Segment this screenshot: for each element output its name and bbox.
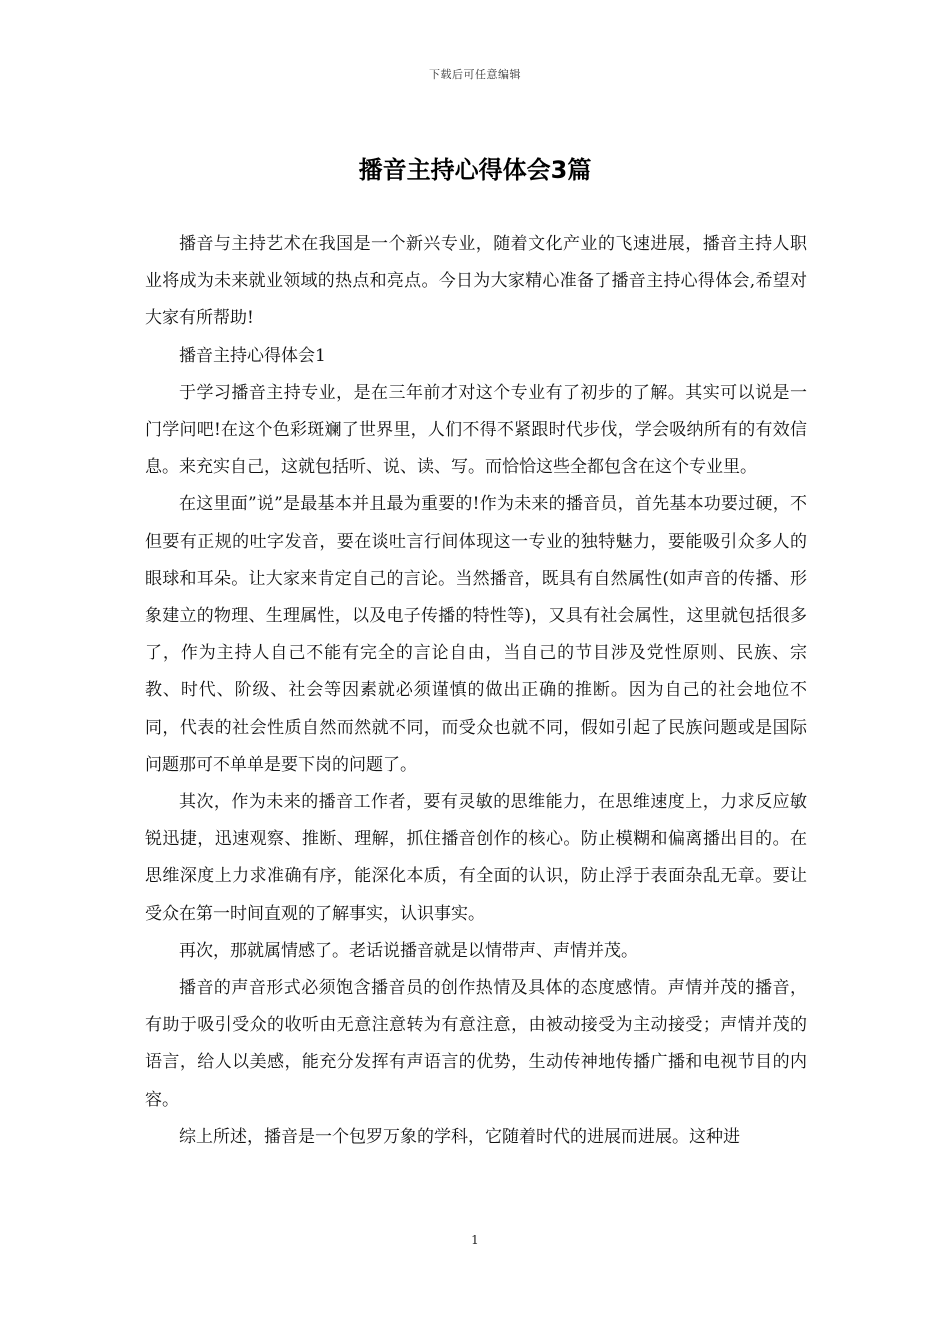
paragraph: 于学习播音主持专业，是在三年前才对这个专业有了初步的了解。其实可以说是一门学问吧!在这个色彩斑斓了世界里，人们不得不紧跟时代步伐，学会吸纳所有的有效信息。来充实自己，这就包括听、说、读、写。而恰恰这些全都包含在这个专业里。 <box>145 382 807 478</box>
document-body <box>145 226 807 1156</box>
paragraph: 再次，那就属情感了。老话说播音就是以情带声、声情并茂。 <box>179 940 638 961</box>
paragraph: 其次，作为未来的播音工作者，要有灵敏的思维能力，在思维速度上，力求反应敏锐迅捷，迅速观察、推断、理解，抓住播音创作的核心。防止模糊和偏离播出目的。在思维深度上力求准确有序，能深化本质，有全面的认识，防止浮于表面杂乱无章。要让受众在第一时间直观的了解事实，认识事实。 <box>145 792 807 924</box>
section-heading: 播音主持心得体会1 <box>179 345 326 366</box>
paragraph: 播音的声音形式必须饱含播音员的创作热情及具体的态度感情。声情并茂的播音，有助于吸引受众的收听由无意注意转为有意注意，由被动接受为主动接受；声情并茂的语言，给人以美感，能充分发挥有声语言的优势，生动传神地传播广播和电视节目的内容。 <box>145 978 807 1110</box>
paragraph-intro: 播音与主持艺术在我国是一个新兴专业，随着文化产业的飞速进展，播音主持人职业将成为未来就业领域的热点和亮点。今日为大家精心准备了播音主持心得体会,希望对大家有所帮助! <box>145 234 807 329</box>
page-header-note: 下载后可任意编辑 <box>429 68 521 81</box>
page-number: 1 <box>471 1233 479 1247</box>
document-title: 播音主持心得体会3篇 <box>358 156 592 184</box>
paragraph: 在这里面”说”是最基本并且最为重要的!作为未来的播音员，首先基本功要过硬，不但要有正规的吐字发音，要在谈吐言行间体现这一专业的独特魅力，要能吸引众多人的眼球和耳朵。让大家来肯定自己的言论。当然播音，既具有自然属性(如声音的传播、形象建立的物理、生理属性，以及电子传播的特性等)，又具有社会属性，这里就包括很多了，作为主持人自己不能有完全的言论自由，当自己的节目涉及党性原则、民族、宗教、时代、阶级、社会等因素就必须谨慎的做出正确的推断。因为自己的社会地位不同，代表的社会性质自然而然就不同，而受众也就不同，假如引起了民族问题或是国际问题那可不单单是要下岗的问题了。 <box>145 494 807 775</box>
paragraph: 综上所述，播音是一个包罗万象的学科，它随着时代的进展而进展。这种进 <box>179 1126 740 1147</box>
